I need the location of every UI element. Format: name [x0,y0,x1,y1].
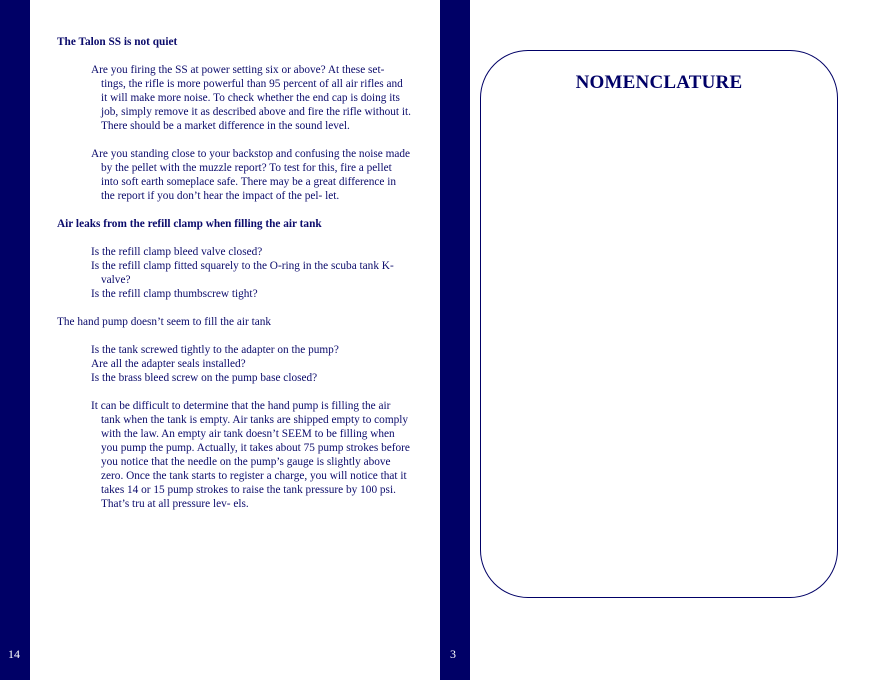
list-item-oring-fit: Is the refill clamp fitted squarely to the O-ring in the scuba tank K-valve? [91,260,394,286]
center-margin-band [440,0,470,680]
left-page-number: 14 [8,647,20,661]
left-margin-band [0,0,30,680]
list-item-bleed-screw: Is the brass bleed screw on the pump base closed? [91,372,318,384]
list-item-thumbscrew: Is the refill clamp thumbscrew tight? [91,288,258,300]
nomenclature-frame [480,50,838,598]
section-heading-refill-clamp-leaks: Air leaks from the refill clamp when filling the air tank [57,218,322,230]
left-page-content [57,35,417,511]
page-title: NOMENCLATURE [575,72,743,93]
paragraph-backstop-noise: Are you standing close to your backstop and confusing the noise made by the pellet with the muzzle report? To test for this, fire a pellet into soft earth someplace safe. There may be a great difference in the report if you don’t hear the impact of the pel- let. [91,148,411,202]
right-page-number: 3 [450,647,456,661]
list-item-bleed-valve: Is the refill clamp bleed valve closed? [91,246,263,258]
list-item-tank-screwed: Is the tank screwed tightly to the adapter on the pump? [91,344,339,356]
list-item-adapter-seals: Are all the adapter seals installed? [91,358,246,370]
paragraph-empty-tank: It can be difficult to determine that the hand pump is filling the air tank when the tank is empty. Air tanks are shipped empty to comply with the law. An empty air tank doesn’t SEEM to be filling when you pump the pump. Actually, it takes about 75 pump strokes before you notice that the needle on the pump’s gauge is slightly above zero. Once the tank starts to register a charge, you will notice that it takes 14 or 15 pump strokes to raise the tank pressure by 100 psi. That’s tru at all pressure lev- els. [91,400,410,510]
section-heading-talon-not-quiet: The Talon SS is not quiet [57,36,178,48]
section-heading-hand-pump: The hand pump doesn’t seem to fill the air tank [57,316,272,328]
paragraph-power-setting: Are you firing the SS at power setting six or above? At these set- tings, the rifle is more powerful than 95 percent of all air rifles and it will make more noise. To check whether the end cap is doing its job, simply remove it as described above and fire the rifle without it. There should be a market difference in the sound level. [91,64,411,132]
